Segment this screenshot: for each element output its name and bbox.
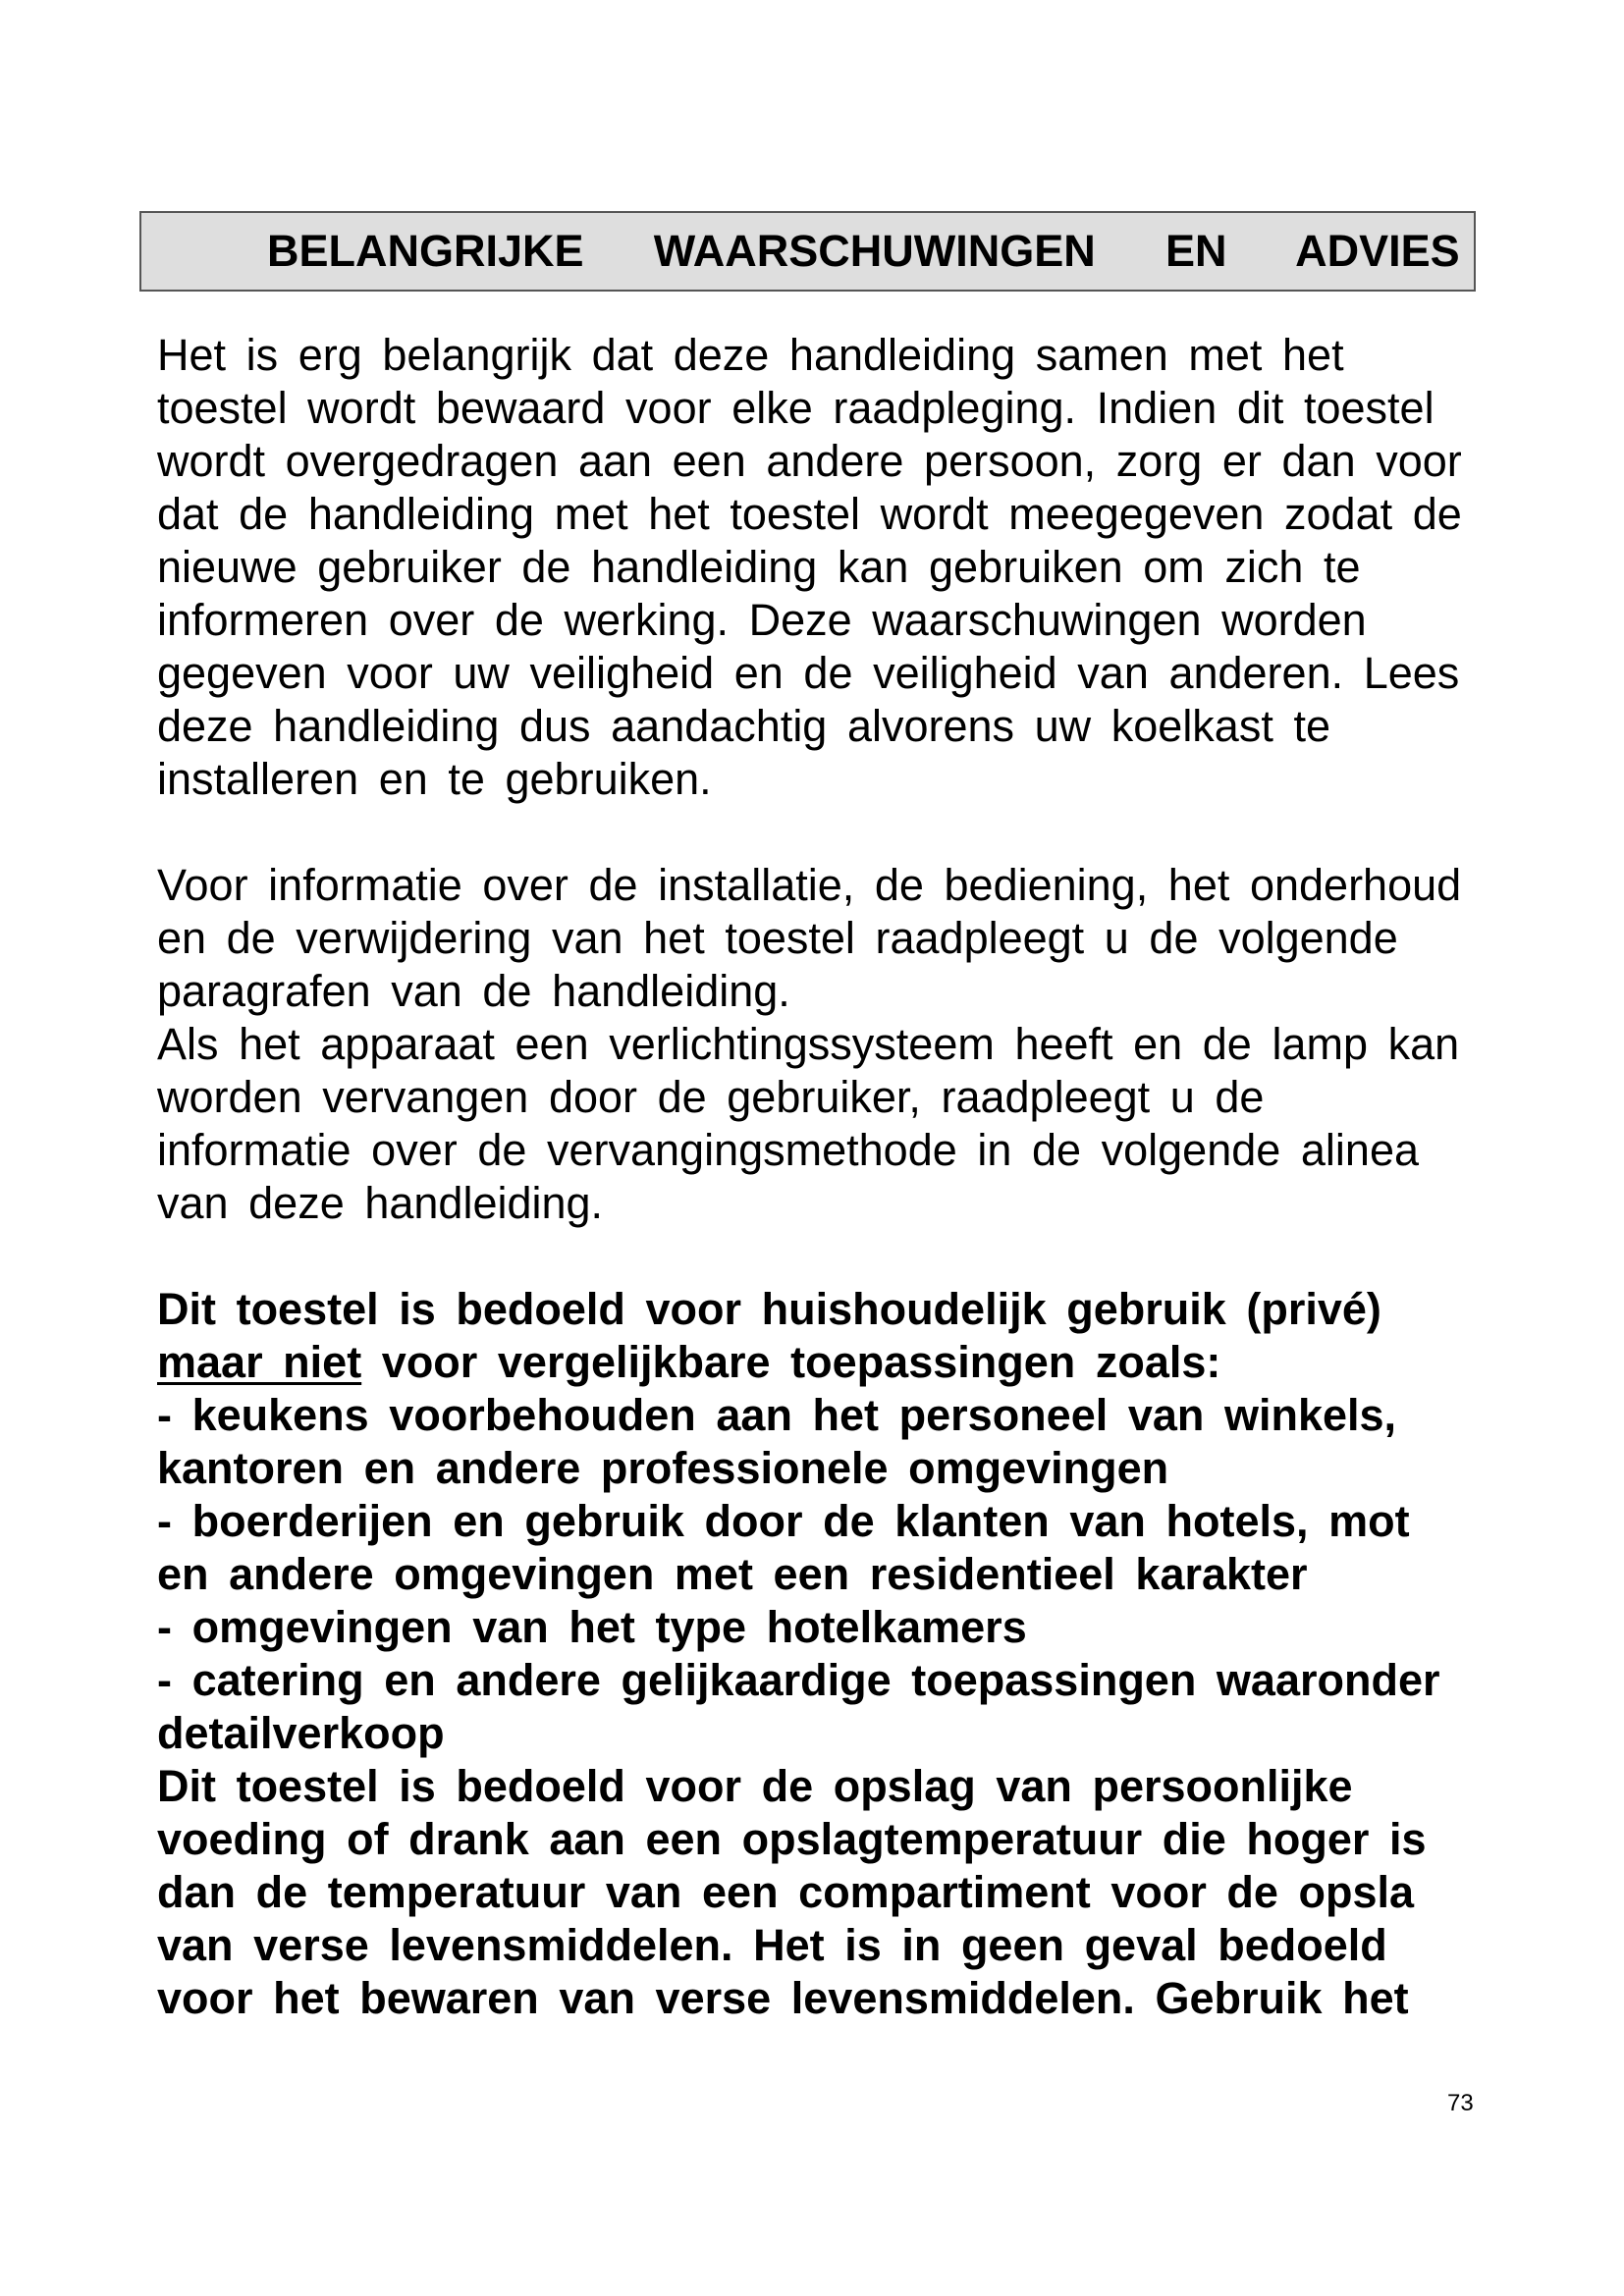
paragraph-2-line: van deze handleiding. bbox=[157, 1178, 604, 1228]
paragraph-1-line: Het is erg belangrijk dat deze handleiding samen met het bbox=[157, 330, 1344, 380]
paragraph-1-line: informeren over de werking. Deze waarschuwingen worden bbox=[157, 595, 1367, 645]
paragraph-2-line: Als het apparaat een verlichtingssysteem heeft en de lamp kan bbox=[157, 1019, 1460, 1069]
bold-section-line: Dit toestel is bedoeld voor de opslag van persoonlijke bbox=[157, 1761, 1353, 1811]
paragraph-2-line: worden vervangen door de gebruiker, raadpleegt u de bbox=[157, 1072, 1265, 1122]
page-number: 73 bbox=[1447, 2090, 1474, 2116]
bold-section-line: - boerderijen en gebruik door de klanten van hotels, mot bbox=[157, 1496, 1410, 1546]
bold-section-line: dan de temperatuur van een compartiment voor de opsla bbox=[157, 1867, 1415, 1917]
bold-section-line: - catering en andere gelijkaardige toepassingen waaronder bbox=[157, 1655, 1440, 1705]
page-title: BELANGRIJKE WAARSCHUWINGEN EN ADVIES bbox=[267, 226, 1460, 276]
underlined-text: maar niet bbox=[157, 1337, 362, 1387]
paragraph-1-line: dat de handleiding met het toestel wordt meegegeven zodat de bbox=[157, 489, 1462, 539]
bold-section-line: van verse levensmiddelen. Het is in geen geval bedoeld bbox=[157, 1920, 1387, 1970]
bold-section-line: detailverkoop bbox=[157, 1708, 445, 1758]
paragraph-2-line: paragrafen van de handleiding. bbox=[157, 966, 790, 1016]
paragraph-1-line: gegeven voor uw veiligheid en de veiligheid van anderen. Lees bbox=[157, 648, 1460, 698]
bold-section-line: - keukens voorbehouden aan het personeel van winkels, bbox=[157, 1390, 1397, 1440]
paragraph-1-line: deze handleiding dus aandachtig alvorens uw koelkast te bbox=[157, 701, 1330, 751]
paragraph-1-line: toestel wordt bewaard voor elke raadpleging. Indien dit toestel bbox=[157, 383, 1435, 433]
bold-section-text: voor vergelijkbare toepassingen zoals: bbox=[361, 1337, 1221, 1387]
paragraph-2-line: Voor informatie over de installatie, de bediening, het onderhoud bbox=[157, 860, 1462, 910]
paragraph-2-line: informatie over de vervangingsmethode in de volgende alinea bbox=[157, 1125, 1419, 1175]
bold-section-line: voeding of drank aan een opslagtemperatuur die hoger is bbox=[157, 1814, 1427, 1864]
bold-section-line-2 bbox=[157, 1336, 1593, 1389]
bold-section-line: en andere omgevingen met een residentieel karakter bbox=[157, 1549, 1308, 1599]
bold-section-line: Dit toestel is bedoeld voor huishoudelijk gebruik (privé) bbox=[157, 1284, 1381, 1334]
paragraph-1-line: wordt overgedragen aan een andere persoon, zorg er dan voor bbox=[157, 436, 1462, 486]
paragraph-1-line: nieuwe gebruiker de handleiding kan gebruiken om zich te bbox=[157, 542, 1361, 592]
bold-section-line: kantoren en andere professionele omgevingen bbox=[157, 1443, 1169, 1493]
paragraph-1-line: installeren en te gebruiken. bbox=[157, 754, 712, 804]
bold-section-line: voor het bewaren van verse levensmiddelen. Gebruik het bbox=[157, 1973, 1409, 2023]
bold-section-line: - omgevingen van het type hotelkamers bbox=[157, 1602, 1027, 1652]
paragraph-2-line: en de verwijdering van het toestel raadpleegt u de volgende bbox=[157, 913, 1398, 963]
